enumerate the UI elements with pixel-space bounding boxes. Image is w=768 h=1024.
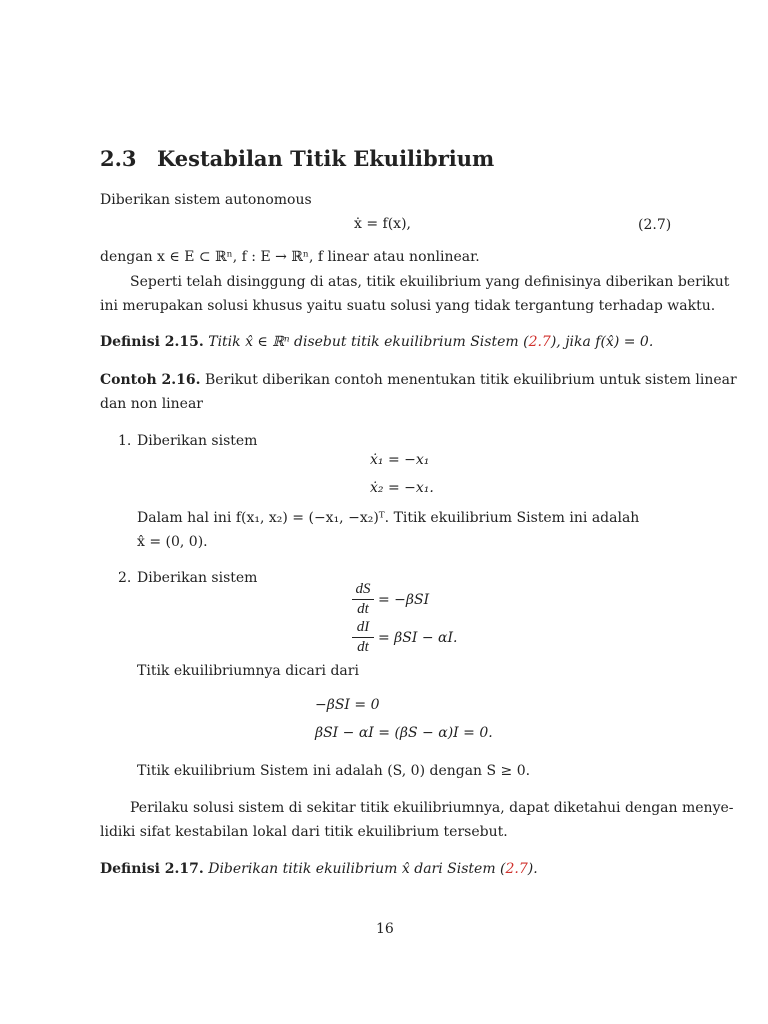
equation-line: ẋ₂ = −x₁. [370,480,434,496]
list-marker: 1. [118,433,132,449]
example-text: Berikut diberikan contoh menentukan titik ekuilibrium untuk sistem linear [204,372,737,388]
definition-2-15 [100,333,653,351]
intro-text: Diberikan sistem autonomous [100,192,312,208]
section-number: 2.3 [100,146,137,171]
definition-text: ). [527,861,538,877]
list-item-text: Diberikan sistem [137,433,258,449]
definition-label: Definisi 2.17. [100,861,204,877]
equation-2-7-label: (2.7) [638,217,672,233]
equation-line: βSI − αI = (βS − α)I = 0. [315,725,493,741]
example-2-16 [100,371,737,389]
equation-line: −βSI = 0 [315,697,380,713]
definition-text: Titik x̂ ∈ ℝⁿ disebut titik ekuilibrium Sistem ( [208,334,529,350]
fraction-dS-dt: dS dt [352,581,374,618]
example-text-cont: dan non linear [100,396,203,412]
paragraph-line: lidiki sifat kestabilan lokal dari titik ekuilibrium tersebut. [100,824,508,840]
equation-rhs: = −βSI [378,592,430,608]
equation-ref-link[interactable]: 2.7 [505,861,528,877]
fraction-dI-dt: dI dt [352,619,374,656]
definition-2-17 [100,860,538,878]
list-item-text: Dalam hal ini f(x₁, x₂) = (−x₁, −x₂)ᵀ. Titik ekuilibrium Sistem ini adalah [137,510,640,526]
list-item-text: x̂ = (0, 0). [137,534,208,550]
equation-ref-link[interactable]: 2.7 [528,334,551,350]
list-item-text: Titik ekuilibriumnya dicari dari [137,663,359,679]
page-number: 16 [376,921,394,937]
paragraph-line: Perilaku solusi sistem di sekitar titik ekuilibriumnya, dapat diketahui dengan menye- [130,800,734,816]
equation-line: ẋ₁ = −x₁ [370,452,430,468]
paragraph-line: ini merupakan solusi khusus yaitu suatu solusi yang tidak tergantung terhadap waktu. [100,298,716,314]
example-label: Contoh 2.16. [100,372,201,388]
definition-label: Definisi 2.15. [100,334,204,350]
equation-2-7: ẋ = f(x), [354,216,411,232]
list-marker: 2. [118,570,132,586]
section-title: Kestabilan Titik Ekuilibrium [157,146,495,171]
definition-text: Diberikan titik ekuilibrium x̂ dari Sistem ( [208,861,506,877]
definition-text: ), jika f(x̂) = 0. [550,334,654,350]
equation-rhs: = βSI − αI. [378,630,458,646]
paragraph-line: Seperti telah disinggung di atas, titik ekuilibrium yang definisinya diberikan berikut [130,274,730,290]
list-item-text: Titik ekuilibrium Sistem ini adalah (S, 0) dengan S ≥ 0. [137,763,531,779]
list-item-text: Diberikan sistem [137,570,258,586]
equation-context: dengan x ∈ E ⊂ ℝⁿ, f : E → ℝⁿ, f linear atau nonlinear. [100,249,480,265]
